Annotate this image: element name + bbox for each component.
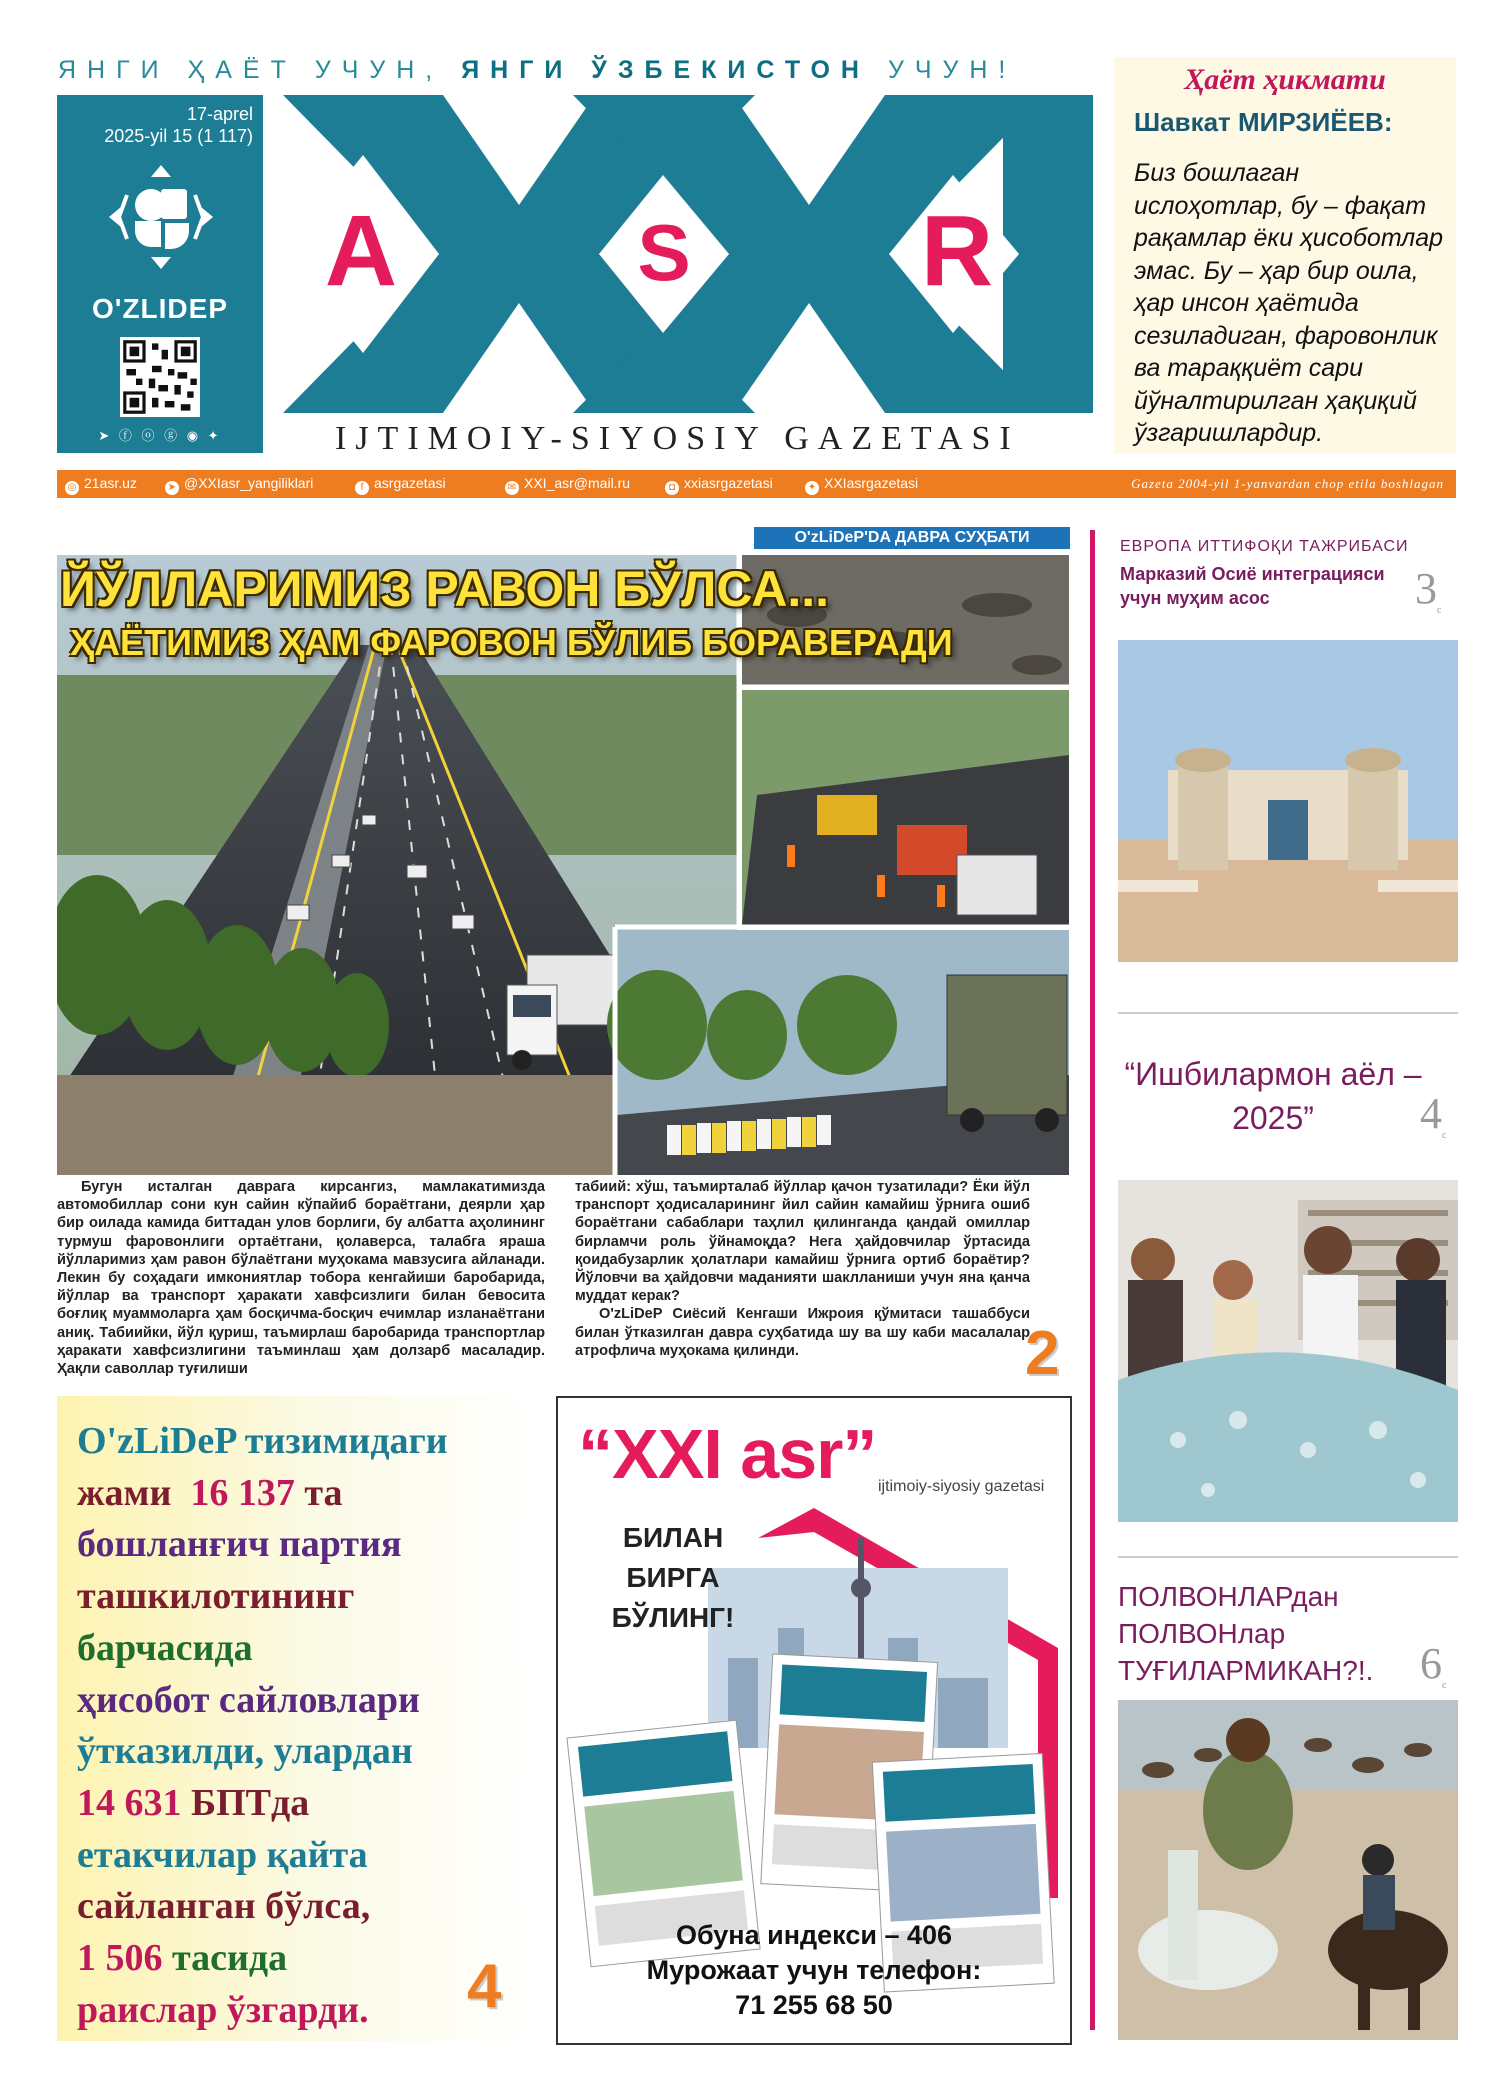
wisdom-heading: Ҳаёт ҳикмати	[1184, 63, 1386, 96]
sidebar-1-photo	[1118, 640, 1458, 962]
sidebar-rule-1	[1118, 1012, 1458, 1014]
quote-text: Биз бошлаган ислоҳотлар, бу – фақат рақамлар ёки ҳисоботлар эмас. Бу – ҳар бир оила, ҳар инсон ҳаётида сезиладиган, фаровонлик ва тараққиёт сари йўналтирилган ҳақиқий ўзгаришлардир.	[1134, 159, 1444, 447]
party-box	[57, 95, 263, 453]
contacts-bar	[57, 470, 1456, 498]
twitter-icon: ✦	[805, 481, 819, 495]
sidebar-3-headline[interactable]: ПОЛВОНЛАРдан ПОЛВОНлар ТУҒИЛАРМИКАН?!.	[1118, 1581, 1374, 1686]
bpt-stats-box	[57, 1396, 537, 2041]
contact-site[interactable]: ◎ 21asr.uz	[65, 475, 137, 495]
party-brand: O'ZLIDEP	[92, 293, 228, 324]
ad-slogan: БИЛАН БИРГА БЎЛИНГ!	[611, 1522, 735, 1633]
stats-page-number[interactable]: 4	[467, 1952, 502, 2021]
contact-twitter[interactable]: ✦ XXIasrgazetasi	[805, 475, 918, 495]
founding-note: Gazeta 2004-yil 1-yanvardan chop etila boshlagan	[1131, 476, 1444, 491]
qr-code[interactable]	[120, 337, 200, 417]
sidebar-3-photo	[1118, 1700, 1458, 2040]
contact-instagram[interactable]: ◘ xxiasrgazetasi	[665, 475, 773, 495]
lead-page-number[interactable]: 2	[1025, 1319, 1060, 1388]
logo-letter-r: R	[920, 195, 994, 307]
issue-date: 17-aprel 2025-yil 15 (1 117)	[104, 104, 253, 146]
paper-subtitle: IJTIMOIY-SIYOSIY GAZETASI	[335, 420, 1020, 457]
lead-text-col-2: табиий: хўш, таъмирталаб йўллар қачон тузатилади? Ёки йўл транспорт ҳодисаларининг йил сайин камайиш ўрнига ошиб бораётгани сабаблари таҳлил қилинганда қандай омиллар бирламчи роль ўйнамоқда? Нега ҳайдовчилар ўртасида қоидабузарлик ҳолатлари камайиш ўрнига ортиб бораётир? Йўловчи ва ҳайдовчи маданияти шаклланиши учун яна қанча муддат керак? O'zLiDeP Сиёсий Кенгаши Ижроия қўмитаси ташаббуси билан ўтказилган давра суҳбатида шу ва шу каби масалалар атрофлича муҳокама қилинди.	[575, 1179, 1030, 1359]
sidebar-1-headline[interactable]: Марказий Осиё интеграцияси учун муҳим асос	[1120, 564, 1385, 608]
ad-subtitle: ijtimoiy-siyosiy gazetasi	[878, 1478, 1045, 1495]
telegram-icon: ➤	[165, 481, 179, 495]
contact-email[interactable]: ✉ XXI_asr@mail.ru	[505, 475, 630, 495]
masthead-slogan: ЯНГИ ҲАЁТ УЧУН, ЯНГИ ЎЗБЕКИСТОН УЧУН!	[58, 56, 1017, 84]
subscription-index: Обуна индекси – 406	[675, 1920, 953, 1950]
contact-telegram[interactable]: ➤ @XXIasr_yangiliklari	[165, 475, 313, 495]
ad-title: “XXI asr”	[578, 1415, 877, 1493]
contact-phone-label: Мурожаат учун телефон:	[646, 1955, 982, 1985]
lead-headline-1: ЙЎЛЛАРИМИЗ РАВОН БЎЛСА...	[60, 561, 829, 617]
sidebar-3-page[interactable]: $6_с$	[1420, 1639, 1447, 1691]
lead-text-col-1: Бугун исталган даврага кирсангиз, мамлакатимизда автомобиллар сони кун сайин кўпайиб бораётгани, деярли ҳар бир оилада камида биттадан улов борлиги, бу албатта аҳолининг турмуш фаровонлиги ортаётгани, қолаверса, талабга яраша йўлларимиз ҳам равон бўлаётгани муҳокама мавзусига айланади. Лекин бу соҳадаги имкониятлар тобора кенгайиши баробарида, йўллар ва транспорт ҳаракати хавфсизлиги билан бевосита боғлиқ муаммоларга ҳам босқичма-босқич ечимлар изланаётгани аниқ. Табиийки, йўл қуриш, таъмирлаш баробарида транспортлар ҳаракати хавфсизлигини таъминлаш ҳам долзарб масаладир. Ҳақли саволлар туғилиши	[57, 1179, 545, 1378]
contact-facebook[interactable]: f asrgazetasi	[355, 475, 446, 495]
sidebar-divider	[1090, 530, 1095, 2030]
party-logo-icon	[109, 165, 213, 269]
subscription-ad	[556, 1396, 1072, 2045]
sidebar-1-rubric: ЕВРОПА ИТТИФОҚИ ТАЖРИБАСИ	[1120, 538, 1409, 555]
contact-phone[interactable]: 71 255 68 50	[735, 1990, 893, 2020]
sidebar-1-page[interactable]: $3_с$	[1415, 564, 1442, 616]
newspaper-logo	[263, 95, 1093, 413]
mail-icon: ✉	[505, 481, 519, 495]
quote-author: Шавкат МИРЗИЁЕВ:	[1134, 107, 1393, 137]
logo-letter-a: A	[324, 195, 398, 307]
logo-letter-s: S	[637, 208, 691, 297]
social-icons-row: ➤ ⓕ ⓞ ⓖ ◉ ✦	[98, 428, 222, 443]
lead-headline-2: ҲАЁТИМИЗ ҲАМ ФАРОВОН БЎЛИБ БОРАВЕРАДИ	[70, 622, 953, 663]
sidebar-rule-2	[1118, 1556, 1458, 1558]
ad-footer	[558, 1918, 1070, 2023]
bpt-stats-text: O'zLiDeP тизимидаги жами 16 137 та бошланғич партия ташкилотининг барчасида ҳисобот сайловлари ўтказилди, улардан 14 631 БПТда етакчилар қайта сайланган бўлса, 1 506 тасида раислар ўзгарди.	[77, 1420, 448, 2031]
sidebar-2-photo	[1118, 1180, 1458, 1522]
facebook-icon: f	[355, 481, 369, 495]
instagram-icon: ◘	[665, 481, 679, 495]
globe-icon: ◎	[65, 481, 79, 495]
wisdom-box	[1114, 57, 1456, 454]
sidebar-2-page[interactable]: $4_с$	[1420, 1089, 1447, 1141]
lead-rubric: O'zLiDeP'DA ДАВРА СУҲБАТИ	[754, 527, 1070, 549]
sidebar-2-headline[interactable]: “Ишбилармон аёл – 2025”	[1124, 1056, 1422, 1136]
